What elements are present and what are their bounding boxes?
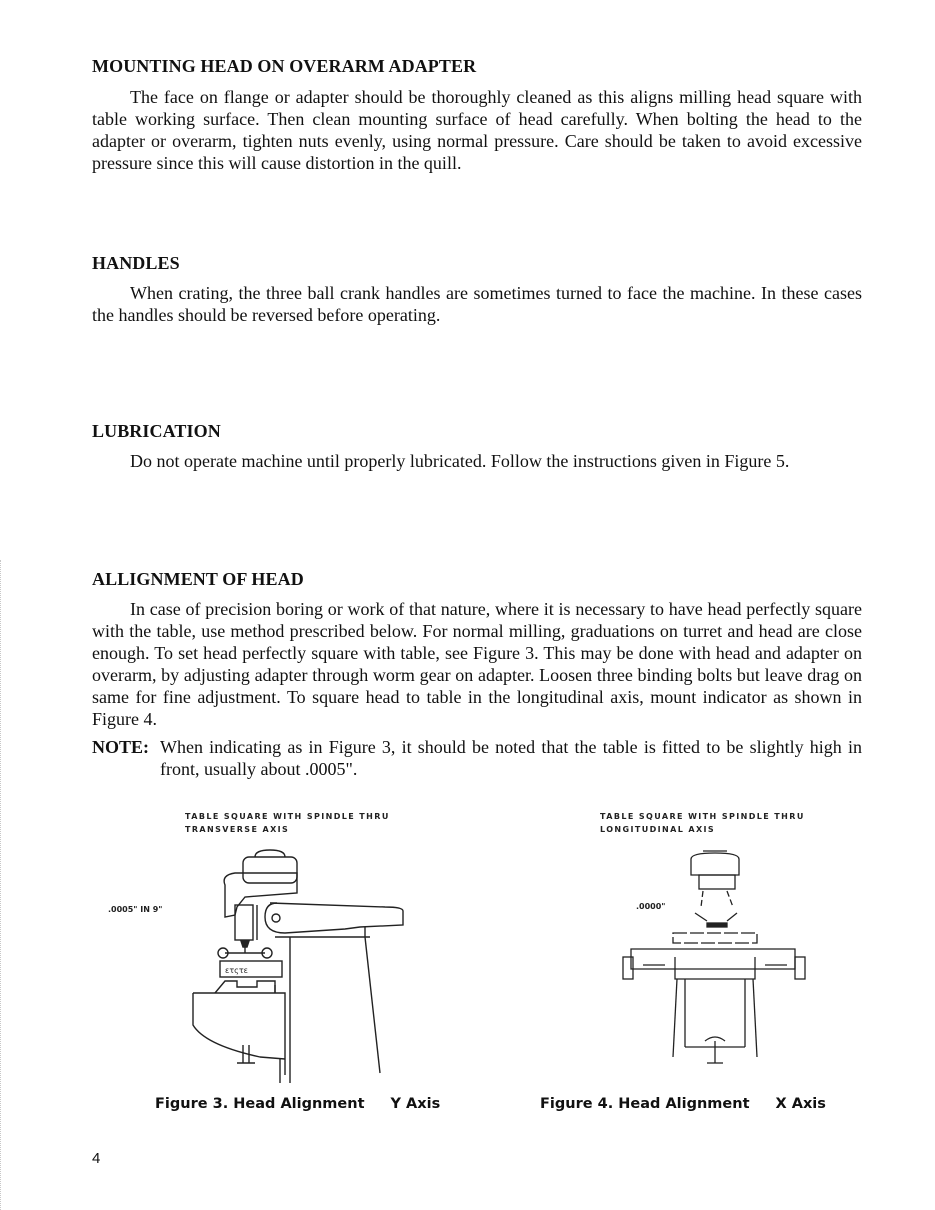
- figure-4-title-line2: LONGITUDINAL AXIS: [600, 825, 716, 834]
- figure-4-title: [600, 810, 805, 836]
- note-label: NOTE:: [92, 737, 150, 757]
- figure-3-measurement: .0005" IN 9": [108, 905, 163, 914]
- section-heading-lubrication: LUBRICATION: [92, 421, 221, 441]
- paragraph-text: The face on flange or adapter should be thoroughly cleaned as this aligns milling head square with table working surface. Then clean mounting surface of head carefully. When bolting the head to the adapter or overarm, tighten nuts evenly, using normal pressure. Care should be taken to avoid excessive pressure since this will cause distortion in the quill.: [92, 87, 862, 173]
- figure-3-title-line2: TRANSVERSE AXIS: [185, 825, 290, 834]
- figure-3-caption: [155, 1096, 440, 1112]
- section-heading-alignment: ALLIGNMENT OF HEAD: [92, 569, 304, 589]
- figure-3-head-alignment-drawing: [185, 845, 415, 1085]
- figure-3-caption-text: Figure 3. Head Alignment: [155, 1096, 365, 1112]
- note-text: When indicating as in Figure 3, it should be noted that the table is fitted to be slightly high in front, usually about .0005".: [160, 737, 862, 779]
- figure-4-title-line1: TABLE SQUARE WITH SPINDLE THRU: [600, 812, 805, 821]
- section-heading-mounting-head: MOUNTING HEAD ON OVERARM ADAPTER: [92, 56, 477, 76]
- paragraph-text: When crating, the three ball crank handles are sometimes turned to face the machine. In these cases the handles should be reversed before operating.: [92, 283, 862, 325]
- figure-3-axis-label: Y Axis: [390, 1096, 441, 1112]
- figure-4-caption-text: Figure 4. Head Alignment: [540, 1096, 750, 1112]
- page-number: 4: [92, 1150, 101, 1167]
- section-body-handles: [92, 282, 862, 326]
- figure-4-measurement: .0000": [636, 902, 666, 911]
- figure-4-head-alignment-drawing: [615, 845, 815, 1075]
- section-heading-handles: HANDLES: [92, 253, 180, 273]
- figure-3-title-line1: TABLE SQUARE WITH SPINDLE THRU: [185, 812, 390, 821]
- figure-4-caption: [540, 1096, 826, 1112]
- svg-text:ετςτε: ετςτε: [225, 966, 248, 975]
- figure-3-title: [185, 810, 390, 836]
- paragraph-text: Do not operate machine until properly lubricated. Follow the instructions given in Figure 5.: [130, 451, 790, 471]
- section-body-alignment: [92, 598, 862, 730]
- note-block: [92, 736, 862, 780]
- paragraph-text: In case of precision boring or work of that nature, where it is necessary to have head perfectly square with the table, use method prescribed below. For normal milling, graduations on turret and head are close enough. To set head perfectly square with table, see Figure 3. This may be done with head and adapter on overarm, by adjusting adapter through worm gear on adapter. Loosen three binding bolts but leave drag on same for fine adjustment. To square head to table in the longitudinal axis, mount indicator as shown in Figure 4.: [92, 599, 862, 729]
- section-body-lubrication: [92, 450, 862, 472]
- section-body-mounting-head: [92, 86, 862, 174]
- scan-edge-artifact: [0, 560, 3, 1210]
- figure-4-axis-label: X Axis: [775, 1096, 826, 1112]
